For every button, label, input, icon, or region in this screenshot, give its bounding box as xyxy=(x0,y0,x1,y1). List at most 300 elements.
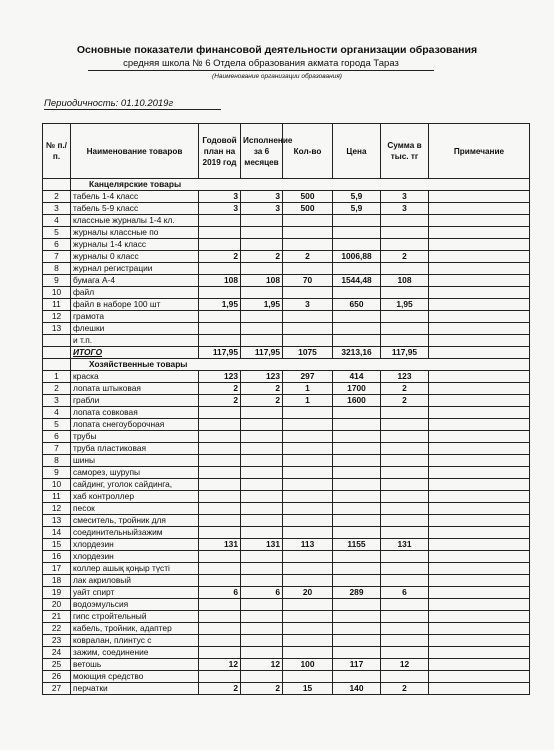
sum-thousand-tenge xyxy=(381,503,429,515)
note xyxy=(429,287,530,299)
execution-6-months xyxy=(241,443,283,455)
sum-thousand-tenge: 2 xyxy=(381,683,429,695)
annual-plan xyxy=(199,563,241,575)
sum-thousand-tenge xyxy=(381,623,429,635)
annual-plan: 123 xyxy=(199,371,241,383)
item-name: уайт спирт xyxy=(71,587,199,599)
annual-plan xyxy=(199,227,241,239)
quantity xyxy=(283,467,333,479)
item-name: кабель, тройник, адаптер xyxy=(71,623,199,635)
document-title: Основные показатели финансовой деятельности организации образования xyxy=(76,44,478,56)
annual-plan xyxy=(199,527,241,539)
annual-plan xyxy=(199,215,241,227)
note xyxy=(429,227,530,239)
note xyxy=(429,467,530,479)
execution-6-months xyxy=(241,491,283,503)
price xyxy=(333,467,381,479)
annual-plan xyxy=(199,263,241,275)
table-row xyxy=(43,371,530,383)
item-name: ветошь xyxy=(71,659,199,671)
execution-6-months xyxy=(241,311,283,323)
execution-6-months xyxy=(241,263,283,275)
note xyxy=(429,251,530,263)
sum-thousand-tenge xyxy=(381,611,429,623)
price xyxy=(333,671,381,683)
total-plan: 117,95 xyxy=(199,347,241,359)
sum-thousand-tenge: 131 xyxy=(381,539,429,551)
note xyxy=(429,311,530,323)
organization-caption: (Наименование организации образования) xyxy=(212,73,342,80)
note xyxy=(429,659,530,671)
note xyxy=(429,647,530,659)
execution-6-months: 2 xyxy=(241,395,283,407)
price: 1600 xyxy=(333,395,381,407)
sum-thousand-tenge xyxy=(381,635,429,647)
execution-6-months: 1,95 xyxy=(241,299,283,311)
table-row xyxy=(43,563,530,575)
table-row xyxy=(43,251,530,263)
execution-6-months xyxy=(241,431,283,443)
table-row xyxy=(43,623,530,635)
quantity xyxy=(283,503,333,515)
table-row xyxy=(43,443,530,455)
execution-6-months xyxy=(241,215,283,227)
note xyxy=(429,203,530,215)
quantity: 500 xyxy=(283,203,333,215)
row-number: 10 xyxy=(43,479,71,491)
quantity xyxy=(283,647,333,659)
header-note: Примечание xyxy=(429,124,530,179)
price xyxy=(333,491,381,503)
quantity xyxy=(283,287,333,299)
item-name: краска xyxy=(71,371,199,383)
table-row xyxy=(43,575,530,587)
note xyxy=(429,191,530,203)
note xyxy=(429,683,530,695)
execution-6-months xyxy=(241,527,283,539)
header-name: Наименование товаров xyxy=(71,124,199,179)
quantity xyxy=(283,263,333,275)
quantity xyxy=(283,227,333,239)
sum-thousand-tenge: 123 xyxy=(381,371,429,383)
header-plan: Годовой план на 2019 год xyxy=(199,124,241,179)
note xyxy=(429,539,530,551)
sum-thousand-tenge xyxy=(381,263,429,275)
sum-thousand-tenge xyxy=(381,407,429,419)
sum-thousand-tenge xyxy=(381,575,429,587)
table-row xyxy=(43,683,530,695)
sum-thousand-tenge: 2 xyxy=(381,383,429,395)
total-note xyxy=(429,347,530,359)
note xyxy=(429,443,530,455)
row-number: 4 xyxy=(43,215,71,227)
row-number: 14 xyxy=(43,527,71,539)
sum-thousand-tenge xyxy=(381,551,429,563)
total-price: 3213,16 xyxy=(333,347,381,359)
execution-6-months: 12 xyxy=(241,659,283,671)
item-name: табель 1-4 класс xyxy=(71,191,199,203)
price xyxy=(333,563,381,575)
price: 5,9 xyxy=(333,203,381,215)
quantity xyxy=(283,335,333,347)
execution-6-months xyxy=(241,455,283,467)
sum-thousand-tenge: 6 xyxy=(381,587,429,599)
price xyxy=(333,443,381,455)
item-name: грабли xyxy=(71,395,199,407)
annual-plan: 3 xyxy=(199,191,241,203)
execution-6-months: 2 xyxy=(241,383,283,395)
execution-6-months xyxy=(241,239,283,251)
sum-thousand-tenge xyxy=(381,323,429,335)
item-name: моющия средство xyxy=(71,671,199,683)
annual-plan: 12 xyxy=(199,659,241,671)
item-name: хлордезин xyxy=(71,539,199,551)
item-name: шины xyxy=(71,455,199,467)
note xyxy=(429,503,530,515)
annual-plan: 2 xyxy=(199,395,241,407)
note xyxy=(429,551,530,563)
row-number: 27 xyxy=(43,683,71,695)
note xyxy=(429,299,530,311)
annual-plan xyxy=(199,635,241,647)
note xyxy=(429,455,530,467)
quantity xyxy=(283,491,333,503)
note xyxy=(429,263,530,275)
quantity: 2 xyxy=(283,251,333,263)
execution-6-months xyxy=(241,551,283,563)
price xyxy=(333,611,381,623)
table-row xyxy=(43,467,530,479)
execution-6-months xyxy=(241,647,283,659)
row-number: 23 xyxy=(43,635,71,647)
item-name: смеситель, тройник для xyxy=(71,515,199,527)
execution-6-months xyxy=(241,467,283,479)
table-row xyxy=(43,647,530,659)
table-row xyxy=(43,263,530,275)
header-num: № п./п. xyxy=(43,124,71,179)
total-label: ИТОГО xyxy=(71,347,199,359)
sum-thousand-tenge xyxy=(381,647,429,659)
annual-plan xyxy=(199,671,241,683)
row-number: 9 xyxy=(43,275,71,287)
price: 1700 xyxy=(333,383,381,395)
quantity: 500 xyxy=(283,191,333,203)
sum-thousand-tenge xyxy=(381,479,429,491)
quantity xyxy=(283,407,333,419)
note xyxy=(429,527,530,539)
quantity xyxy=(283,431,333,443)
table-row xyxy=(43,527,530,539)
quantity xyxy=(283,311,333,323)
row-number: 26 xyxy=(43,671,71,683)
item-name: трубы xyxy=(71,431,199,443)
annual-plan xyxy=(199,623,241,635)
table-row xyxy=(43,299,530,311)
annual-plan: 1,95 xyxy=(199,299,241,311)
row-number: 17 xyxy=(43,563,71,575)
row-number: 3 xyxy=(43,203,71,215)
sum-thousand-tenge xyxy=(381,239,429,251)
periodicity-label: Периодичность: 01.10.2019г xyxy=(44,98,221,110)
sum-thousand-tenge xyxy=(381,455,429,467)
price xyxy=(333,215,381,227)
quantity xyxy=(283,527,333,539)
annual-plan xyxy=(199,311,241,323)
annual-plan xyxy=(199,443,241,455)
price xyxy=(333,311,381,323)
quantity: 113 xyxy=(283,539,333,551)
table-row xyxy=(43,287,530,299)
price: 650 xyxy=(333,299,381,311)
table-row xyxy=(43,323,530,335)
quantity xyxy=(283,551,333,563)
table-row xyxy=(43,383,530,395)
annual-plan: 2 xyxy=(199,683,241,695)
note xyxy=(429,611,530,623)
execution-6-months xyxy=(241,419,283,431)
price xyxy=(333,323,381,335)
section-title: Канцелярские товары xyxy=(71,179,530,191)
item-name: журналы 0 класс xyxy=(71,251,199,263)
price: 1006,88 xyxy=(333,251,381,263)
quantity xyxy=(283,239,333,251)
annual-plan xyxy=(199,479,241,491)
quantity xyxy=(283,455,333,467)
item-name: лопата совковая xyxy=(71,407,199,419)
price xyxy=(333,515,381,527)
sum-thousand-tenge xyxy=(381,599,429,611)
sum-thousand-tenge xyxy=(381,563,429,575)
row-number: 11 xyxy=(43,299,71,311)
price xyxy=(333,263,381,275)
annual-plan: 2 xyxy=(199,383,241,395)
note xyxy=(429,395,530,407)
price: 1155 xyxy=(333,539,381,551)
goods-table xyxy=(42,123,530,695)
quantity xyxy=(283,599,333,611)
row-number: 13 xyxy=(43,323,71,335)
row-number: 12 xyxy=(43,503,71,515)
quantity: 20 xyxy=(283,587,333,599)
annual-plan xyxy=(199,611,241,623)
item-name: грамота xyxy=(71,311,199,323)
sum-thousand-tenge: 12 xyxy=(381,659,429,671)
row-number: 21 xyxy=(43,611,71,623)
annual-plan xyxy=(199,455,241,467)
execution-6-months xyxy=(241,575,283,587)
annual-plan xyxy=(199,323,241,335)
sum-thousand-tenge xyxy=(381,287,429,299)
quantity: 70 xyxy=(283,275,333,287)
sum-thousand-tenge xyxy=(381,227,429,239)
annual-plan xyxy=(199,287,241,299)
item-name: хлордезин xyxy=(71,551,199,563)
note xyxy=(429,215,530,227)
annual-plan: 131 xyxy=(199,539,241,551)
item-name: хаб контроллер xyxy=(71,491,199,503)
note xyxy=(429,671,530,683)
row-number: 1 xyxy=(43,371,71,383)
row-number: 6 xyxy=(43,239,71,251)
item-name: классные журналы 1-4 кл. xyxy=(71,215,199,227)
note xyxy=(429,635,530,647)
item-name: журналы классные по xyxy=(71,227,199,239)
quantity xyxy=(283,635,333,647)
annual-plan xyxy=(199,335,241,347)
row-number: 2 xyxy=(43,383,71,395)
quantity xyxy=(283,563,333,575)
annual-plan xyxy=(199,647,241,659)
item-name: табель 5-9 класс xyxy=(71,203,199,215)
execution-6-months xyxy=(241,623,283,635)
execution-6-months: 3 xyxy=(241,203,283,215)
execution-6-months xyxy=(241,515,283,527)
item-name: лопата штыковая xyxy=(71,383,199,395)
execution-6-months: 123 xyxy=(241,371,283,383)
total-qty: 1075 xyxy=(283,347,333,359)
price xyxy=(333,635,381,647)
quantity: 15 xyxy=(283,683,333,695)
quantity: 3 xyxy=(283,299,333,311)
table-row xyxy=(43,431,530,443)
item-name: ковралан, плинтус с xyxy=(71,635,199,647)
item-name: лак акриловый xyxy=(71,575,199,587)
table-row xyxy=(43,479,530,491)
quantity: 100 xyxy=(283,659,333,671)
table-header-row xyxy=(43,124,530,179)
sum-thousand-tenge: 2 xyxy=(381,395,429,407)
sum-thousand-tenge xyxy=(381,311,429,323)
annual-plan xyxy=(199,467,241,479)
quantity xyxy=(283,215,333,227)
note xyxy=(429,323,530,335)
sum-thousand-tenge: 108 xyxy=(381,275,429,287)
table-row xyxy=(43,611,530,623)
note xyxy=(429,515,530,527)
total-exec: 117,95 xyxy=(241,347,283,359)
row-number: 18 xyxy=(43,575,71,587)
price: 289 xyxy=(333,587,381,599)
table-row xyxy=(43,395,530,407)
annual-plan xyxy=(199,419,241,431)
row-number: 4 xyxy=(43,407,71,419)
quantity xyxy=(283,443,333,455)
row-number: 25 xyxy=(43,659,71,671)
item-name: гипс стройтельный xyxy=(71,611,199,623)
quantity: 1 xyxy=(283,383,333,395)
quantity: 1 xyxy=(283,395,333,407)
price xyxy=(333,239,381,251)
item-name: файл в наборе 100 шт xyxy=(71,299,199,311)
sum-thousand-tenge xyxy=(381,443,429,455)
price xyxy=(333,575,381,587)
section-num-cell xyxy=(43,359,71,371)
item-name: журналы 1-4 класс xyxy=(71,239,199,251)
execution-6-months: 131 xyxy=(241,539,283,551)
annual-plan xyxy=(199,551,241,563)
item-name: соединительныйзажим xyxy=(71,527,199,539)
organization-name: средняя школа № 6 Отдела образования акмата города Тараз xyxy=(88,58,434,71)
price xyxy=(333,227,381,239)
note xyxy=(429,275,530,287)
annual-plan xyxy=(199,491,241,503)
sum-thousand-tenge xyxy=(381,431,429,443)
annual-plan xyxy=(199,515,241,527)
execution-6-months: 108 xyxy=(241,275,283,287)
note xyxy=(429,383,530,395)
quantity: 297 xyxy=(283,371,333,383)
item-name: бумага А-4 xyxy=(71,275,199,287)
table-row xyxy=(43,191,530,203)
row-number: 7 xyxy=(43,251,71,263)
sum-thousand-tenge xyxy=(381,467,429,479)
price: 5,9 xyxy=(333,191,381,203)
item-name: сайдинг, уголок сайдинга, xyxy=(71,479,199,491)
quantity xyxy=(283,323,333,335)
row-number: 8 xyxy=(43,455,71,467)
sum-thousand-tenge: 2 xyxy=(381,251,429,263)
table-row xyxy=(43,335,530,347)
note xyxy=(429,431,530,443)
header-sum: Сумма в тыс. тг xyxy=(381,124,429,179)
annual-plan xyxy=(199,575,241,587)
section-header-row xyxy=(43,179,530,191)
execution-6-months xyxy=(241,479,283,491)
item-name: флешки xyxy=(71,323,199,335)
quantity xyxy=(283,479,333,491)
note xyxy=(429,563,530,575)
item-name: саморез, шурупы xyxy=(71,467,199,479)
row-number: 13 xyxy=(43,515,71,527)
item-name: файл xyxy=(71,287,199,299)
execution-6-months xyxy=(241,227,283,239)
price xyxy=(333,431,381,443)
execution-6-months: 2 xyxy=(241,683,283,695)
quantity xyxy=(283,419,333,431)
header-price: Цена xyxy=(333,124,381,179)
quantity xyxy=(283,611,333,623)
table-row xyxy=(43,203,530,215)
table-row xyxy=(43,587,530,599)
price: 140 xyxy=(333,683,381,695)
table-row xyxy=(43,515,530,527)
note xyxy=(429,335,530,347)
quantity xyxy=(283,623,333,635)
price xyxy=(333,287,381,299)
sum-thousand-tenge: 3 xyxy=(381,191,429,203)
row-number: 12 xyxy=(43,311,71,323)
execution-6-months xyxy=(241,503,283,515)
row-number: 5 xyxy=(43,227,71,239)
execution-6-months xyxy=(241,407,283,419)
row-number: 19 xyxy=(43,587,71,599)
price: 1544,48 xyxy=(333,275,381,287)
execution-6-months xyxy=(241,335,283,347)
row-number: 11 xyxy=(43,491,71,503)
sum-thousand-tenge xyxy=(381,215,429,227)
header-exec: Исполнение за 6 месяцев xyxy=(241,124,283,179)
price xyxy=(333,419,381,431)
execution-6-months xyxy=(241,287,283,299)
section-header-row xyxy=(43,359,530,371)
row-number: 5 xyxy=(43,419,71,431)
price xyxy=(333,455,381,467)
row-number: 10 xyxy=(43,287,71,299)
item-name: песок xyxy=(71,503,199,515)
price xyxy=(333,407,381,419)
sum-thousand-tenge xyxy=(381,419,429,431)
table-row xyxy=(43,551,530,563)
